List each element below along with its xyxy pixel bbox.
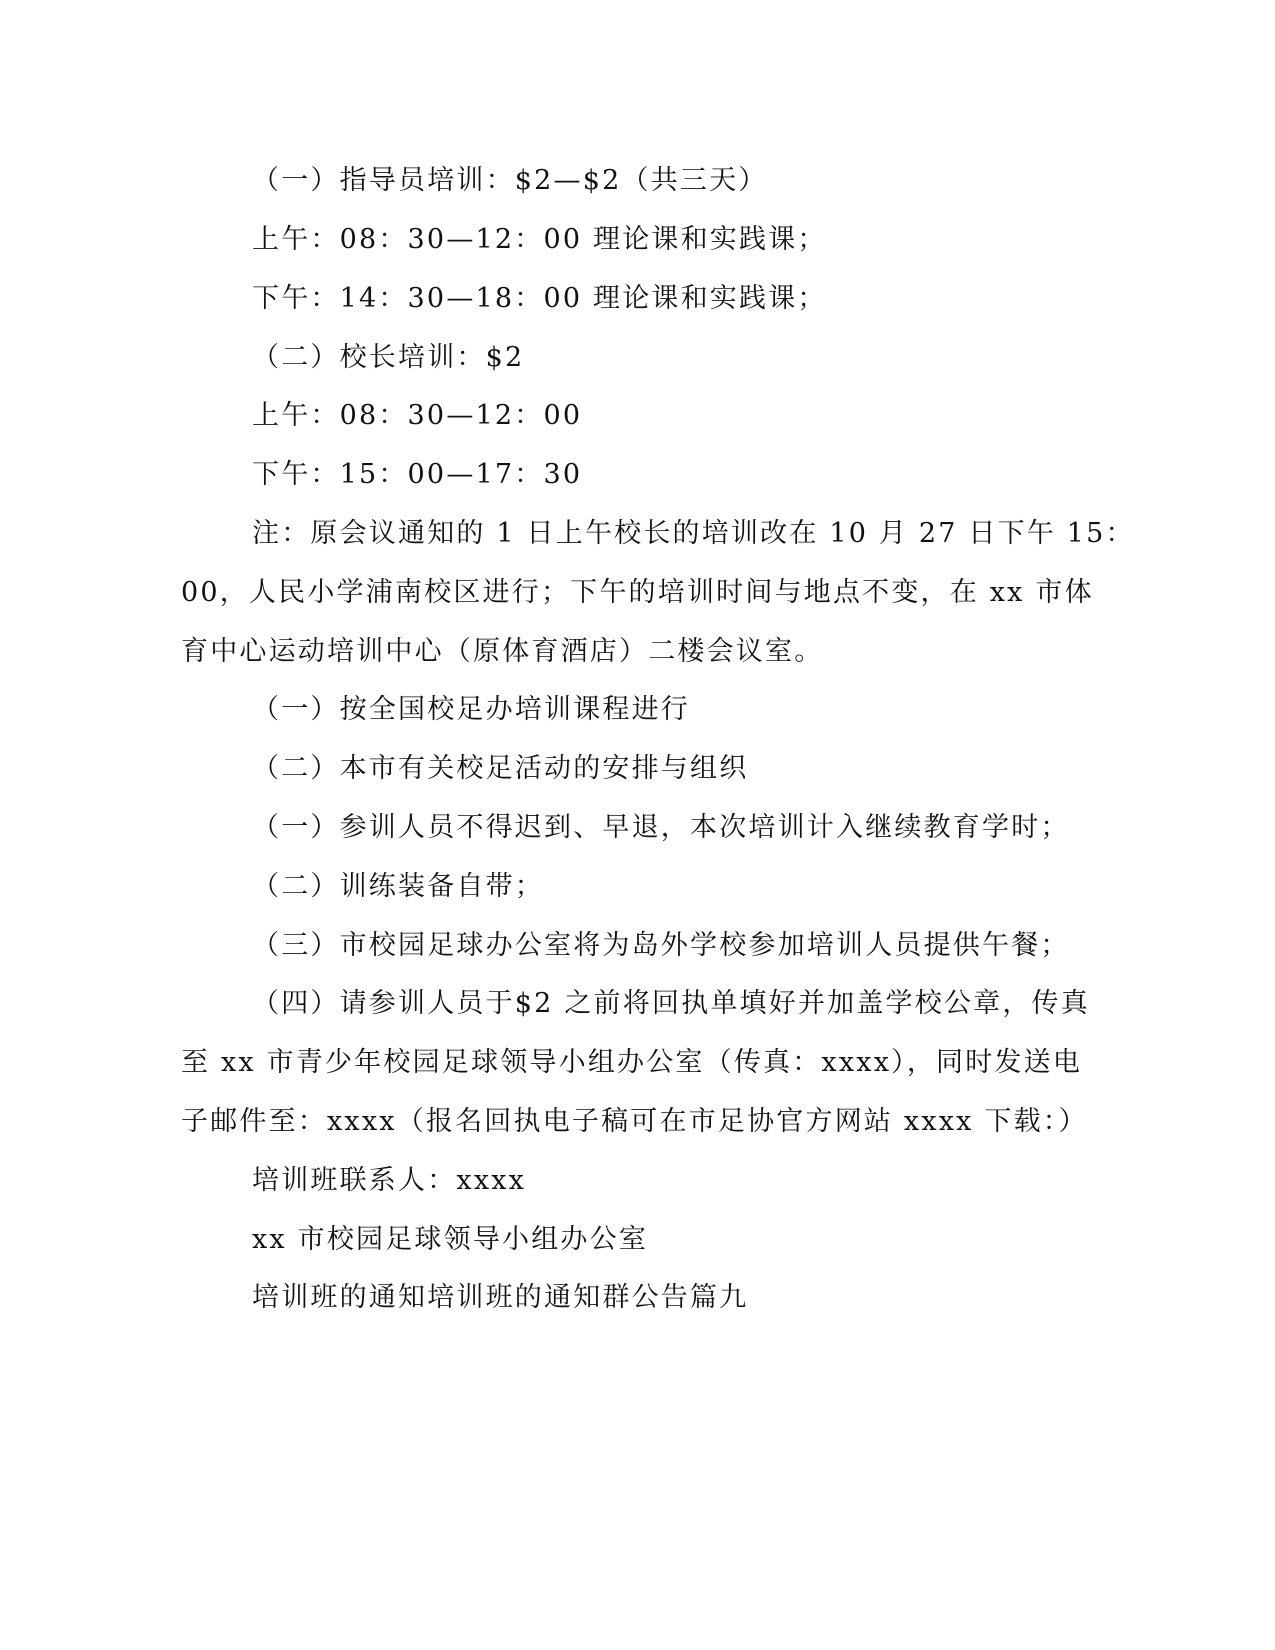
text-line: （四）请参训人员于$2 之前将回执单填好并加盖学校公章，传真: [252, 988, 1090, 1019]
text-line: 至 xx 市青少年校园足球领导小组办公室（传真：xxxx），同时发送电: [181, 1047, 1083, 1078]
text-line: （二）训练装备自带；: [252, 871, 544, 902]
text-line: （一）按全国校足办培训课程进行: [252, 694, 690, 725]
text-line: （二）校长培训：$2: [252, 342, 525, 373]
text-line: xx 市校园足球领导小组办公室: [252, 1224, 649, 1255]
text-line: 00，人民小学浦南校区进行；下午的培训时间与地点不变，在 xx 市体: [181, 577, 1094, 608]
text-line: 注：原会议通知的 1 日上午校长的培训改在 10 月 27 日下午 15：: [252, 518, 1135, 549]
text-line: （二）本市有关校足活动的安排与组织: [252, 753, 749, 784]
text-line: （一）参训人员不得迟到、早退，本次培训计入继续教育学时；: [252, 812, 1070, 843]
text-line: （一）指导员培训：$2—$2（共三天）: [252, 165, 768, 196]
text-line: 子邮件至：xxxx（报名回执电子稿可在市足协官方网站 xxxx 下载：）: [181, 1106, 1088, 1137]
text-line: 下午：15：00—17：30: [252, 459, 583, 490]
text-line: 上午：08：30—12：00 理论课和实践课；: [252, 224, 827, 255]
text-line: 培训班的通知培训班的通知群公告篇九: [252, 1282, 749, 1313]
text-line: 培训班联系人：xxxx: [252, 1165, 527, 1196]
text-line: 育中心运动培训中心（原体育酒店）二楼会议室。: [181, 636, 824, 667]
text-line: （三）市校园足球办公室将为岛外学校参加培训人员提供午餐；: [252, 930, 1070, 961]
text-line: 上午：08：30—12：00: [252, 400, 583, 431]
text-line: 下午：14：30—18：00 理论课和实践课；: [252, 283, 827, 314]
